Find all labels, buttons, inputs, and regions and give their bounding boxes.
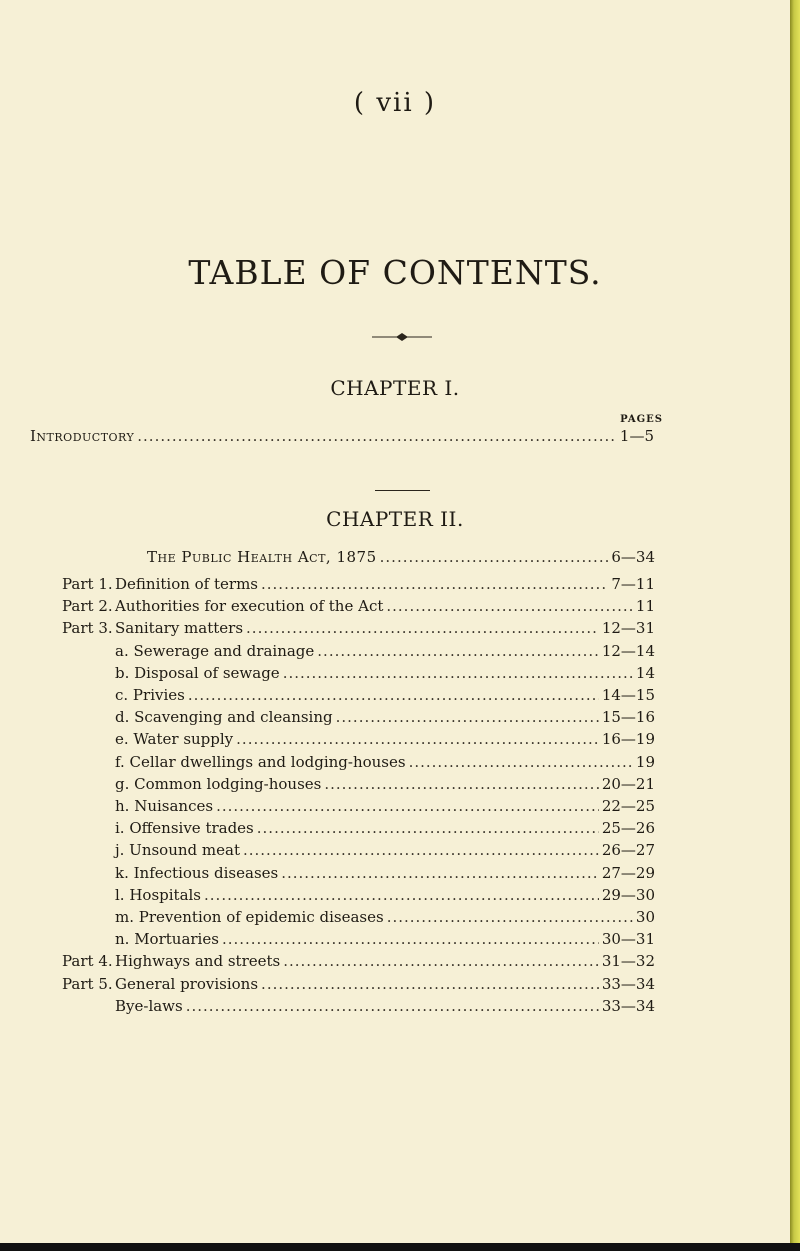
toc-entry[interactable] xyxy=(115,907,655,927)
toc-entry-label xyxy=(115,707,333,727)
toc-entry-text: i. Offensive trades xyxy=(115,819,254,838)
toc-entry-pages: 6—34 xyxy=(611,548,655,566)
toc-entry[interactable] xyxy=(62,974,655,994)
toc-entry-pages: 31—32 xyxy=(601,952,655,971)
dot-leader xyxy=(380,547,609,567)
toc-entry[interactable] xyxy=(115,774,655,794)
toc-entry[interactable] xyxy=(115,752,655,772)
toc-entry-text: f. Cellar dwellings and lodging-houses xyxy=(115,752,406,771)
toc-part-number: Part 1. xyxy=(62,575,113,593)
toc-entry-label xyxy=(62,596,383,616)
toc-entry-label xyxy=(62,951,280,971)
toc-entry-label xyxy=(62,618,243,638)
chapter-1-heading: CHAPTER I. xyxy=(330,376,460,400)
dot-leader xyxy=(336,707,599,727)
toc-entry-pages: 20—21 xyxy=(601,774,655,793)
toc-entry-pages: 15—16 xyxy=(601,708,655,727)
toc-entry-label xyxy=(115,729,233,749)
dot-leader xyxy=(216,796,599,816)
dot-leader xyxy=(186,996,599,1016)
toc-entry-text: n. Mortuaries xyxy=(115,930,219,949)
toc-entry[interactable] xyxy=(115,840,655,860)
toc-entry[interactable] xyxy=(115,929,655,949)
toc-entry-introductory[interactable] xyxy=(30,426,654,446)
dot-leader xyxy=(137,426,617,446)
toc-entry-text: c. Privies xyxy=(115,686,185,704)
toc-entry-pages: 14—15 xyxy=(601,686,655,704)
toc-entry[interactable] xyxy=(115,796,655,816)
toc-entry[interactable] xyxy=(115,707,655,727)
toc-entry-pages: 22—25 xyxy=(601,797,655,815)
toc-entry[interactable] xyxy=(62,618,655,638)
toc-entry[interactable] xyxy=(115,818,655,838)
toc-entry-text: Bye-laws xyxy=(115,996,183,1015)
toc-entry-label xyxy=(62,574,258,594)
toc-entry-label xyxy=(115,663,280,683)
toc-entry-pages: 12—31 xyxy=(601,619,655,638)
toc-entry[interactable] xyxy=(115,885,655,905)
toc-entry-label xyxy=(115,885,201,905)
dot-leader xyxy=(243,840,599,860)
toc-entry-label xyxy=(62,974,258,994)
toc-entry-text: m. Prevention of epidemic diseases xyxy=(115,908,384,926)
toc-entry-text: k. Infectious diseases xyxy=(115,863,279,882)
toc-entry-pages: 11 xyxy=(635,597,655,616)
dot-leader xyxy=(283,951,599,971)
toc-entry-text: l. Hospitals xyxy=(115,885,202,904)
dot-leader xyxy=(387,907,633,927)
toc-entry[interactable] xyxy=(115,729,655,749)
toc-part-number: Part 4. xyxy=(62,952,113,971)
toc-entry-text: e. Water supply xyxy=(115,730,234,749)
dot-leader xyxy=(222,929,599,949)
dot-leader xyxy=(283,663,633,683)
toc-entry-pages: 27—29 xyxy=(601,863,655,882)
toc-entry-text: g. Common lodging-houses xyxy=(115,774,322,793)
dot-leader xyxy=(204,885,599,905)
toc-entry[interactable] xyxy=(115,996,655,1016)
toc-entry-pages: 19 xyxy=(635,752,655,771)
toc-entry-text: j. Unsound meat xyxy=(115,841,240,860)
dot-leader xyxy=(317,641,599,661)
toc-entry-text: h. Nuisances xyxy=(115,797,214,815)
page-edge-right xyxy=(790,0,800,1251)
toc-entry-text: Highways and streets xyxy=(115,952,281,971)
toc-entry-text: General provisions xyxy=(115,974,259,993)
toc-entry-label xyxy=(115,840,240,860)
toc-entry-text: a. Sewerage and drainage xyxy=(115,641,315,660)
toc-entry-pages: 33—34 xyxy=(601,974,655,993)
dot-leader xyxy=(324,774,598,794)
dot-leader xyxy=(281,863,599,883)
toc-entry-text: Definition of terms xyxy=(115,575,258,593)
toc-entry-text: d. Scavenging and cleansing xyxy=(115,708,333,727)
toc-entry-text: b. Disposal of sewage xyxy=(115,663,280,682)
dot-leader xyxy=(386,596,633,616)
toc-entry-pages: 26—27 xyxy=(601,841,655,860)
toc-entry-label: The Public Health Act, 1875 xyxy=(147,548,377,566)
toc-entry-label xyxy=(115,796,213,816)
toc-entry-label xyxy=(115,863,278,883)
toc-entry-pages: 29—30 xyxy=(601,885,655,904)
toc-entry[interactable] xyxy=(115,685,655,705)
toc-entry-pages: 30 xyxy=(635,908,655,926)
page-edge-bottom xyxy=(0,1243,800,1251)
toc-entry-pages: 7—11 xyxy=(611,575,655,593)
dot-leader xyxy=(261,974,599,994)
dot-leader xyxy=(188,685,599,705)
toc-entry[interactable] xyxy=(115,863,655,883)
toc-entry-text: Sanitary matters xyxy=(115,619,244,638)
toc-part-number: Part 2. xyxy=(62,597,113,616)
toc-entry-pages: 30—31 xyxy=(601,930,655,949)
toc-entry-label xyxy=(115,641,314,661)
toc-entry-label xyxy=(115,907,384,927)
toc-entry-label xyxy=(115,996,183,1016)
toc-part-number: Part 5. xyxy=(62,974,113,993)
toc-part-number: Part 3. xyxy=(62,619,113,638)
toc-entry-label xyxy=(115,774,321,794)
toc-entry[interactable] xyxy=(62,596,655,616)
toc-entry[interactable] xyxy=(115,641,655,661)
toc-entry-label xyxy=(115,685,185,705)
toc-entry-text: Authorities for execution of the Act xyxy=(115,597,384,616)
dot-leader xyxy=(261,574,608,594)
toc-entry-label: Introductory xyxy=(30,427,135,445)
page-number: ( vii ) xyxy=(353,88,437,118)
pages-column-label: PAGES xyxy=(620,414,663,425)
dot-leader xyxy=(257,818,599,838)
toc-entry[interactable] xyxy=(115,663,655,683)
toc-entry-label xyxy=(115,818,254,838)
section-divider xyxy=(375,490,430,491)
toc-entry[interactable] xyxy=(62,574,655,594)
chapter-2-heading: CHAPTER II. xyxy=(326,507,464,531)
ornament-divider xyxy=(372,332,432,342)
page-title: TABLE OF CONTENTS. xyxy=(188,253,602,292)
toc-entry-label xyxy=(115,929,219,949)
toc-entry-pages: 12—14 xyxy=(601,641,655,660)
toc-entry-public-health-act[interactable] xyxy=(147,547,655,567)
toc-entry[interactable] xyxy=(62,951,655,971)
toc-entry-pages: 1—5 xyxy=(619,427,654,445)
toc-entry-pages: 25—26 xyxy=(601,819,655,838)
dot-leader xyxy=(409,752,633,772)
toc-entry-label xyxy=(115,752,406,772)
dot-leader xyxy=(236,729,599,749)
toc-entry-pages: 14 xyxy=(635,663,655,682)
dot-leader xyxy=(246,618,599,638)
toc-entry-pages: 33—34 xyxy=(601,996,655,1015)
toc-entry-pages: 16—19 xyxy=(601,730,655,749)
